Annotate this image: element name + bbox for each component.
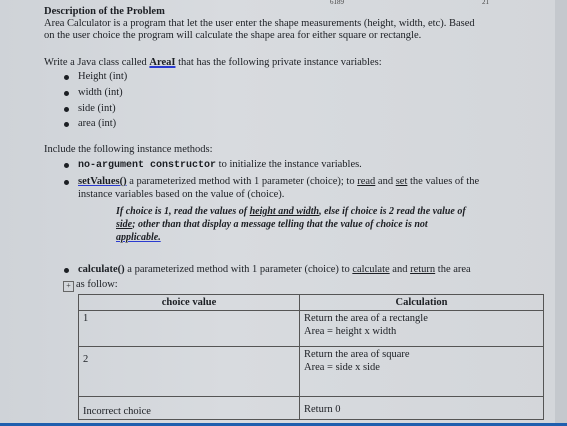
page-marker: 6189 <box>330 0 344 6</box>
calculation-cell: Return the area of square Area = side x side <box>300 347 544 397</box>
choice-cell: 1 <box>79 311 300 347</box>
method-calculate-line2: as follow: <box>76 279 118 290</box>
method-calculate-line1: calculate() a parameterized method with 1 parameter (choice) to calculate and return the area <box>78 264 471 275</box>
methods-intro: Include the following instance methods: <box>44 144 213 155</box>
bullet-icon <box>64 91 69 96</box>
variable-item: side (int) <box>78 103 116 114</box>
choice-cell: Incorrect choice <box>79 397 300 420</box>
bullet-icon <box>64 122 69 127</box>
setvalues-rule-3: applicable. <box>116 232 161 243</box>
setvalues-rule-2: side; other than that display a message telling that the value of choice is not <box>116 219 428 230</box>
section-title: Description of the Problem <box>44 6 165 17</box>
calculation-cell: Return the area of a rectangle Area = height x width <box>300 311 544 347</box>
bullet-icon <box>64 163 69 168</box>
variable-item: Height (int) <box>78 71 128 82</box>
choice-cell: 2 <box>79 347 300 397</box>
method-constructor: no-argument constructor to initialize the instance variables. <box>78 159 362 171</box>
bullet-icon <box>64 180 69 185</box>
top-mark: 21 <box>482 0 489 6</box>
column-header: choice value <box>79 295 300 311</box>
variable-item: width (int) <box>78 87 123 98</box>
method-setvalues-line1: setValues() a parameterized method with 1 parameter (choice); to read and set the values of the <box>78 176 480 187</box>
bullet-icon <box>64 75 69 80</box>
intro-line-2: on the user choice the program will calculate the shape area for either square or rectangle. <box>44 30 422 41</box>
bullet-icon <box>64 268 69 273</box>
calculation-table <box>78 294 544 420</box>
table-move-handle-icon[interactable]: + <box>63 281 74 292</box>
table-row <box>79 311 544 347</box>
column-header: Calculation <box>300 295 544 311</box>
calculation-cell: Return 0 <box>300 397 544 420</box>
table-header-row <box>79 295 544 311</box>
table-row <box>79 397 544 420</box>
class-name: AreaI <box>149 57 176 68</box>
setvalues-name: setValues() <box>78 176 127 187</box>
setvalues-rule-1: If choice is 1, read the values of height and width, else if choice is 2 read the value of <box>116 206 466 217</box>
intro-line-1: Area Calculator is a program that let the user enter the shape measurements (height, width, etc). Based <box>44 18 475 29</box>
variable-item: area (int) <box>78 118 117 129</box>
write-class-line: Write a Java class called AreaI that has the following private instance variables: <box>44 57 382 68</box>
method-setvalues-line2: instance variables based on the value of (choice). <box>78 189 285 200</box>
bullet-icon <box>64 107 69 112</box>
table-row <box>79 347 544 397</box>
scroll-edge <box>555 0 567 426</box>
